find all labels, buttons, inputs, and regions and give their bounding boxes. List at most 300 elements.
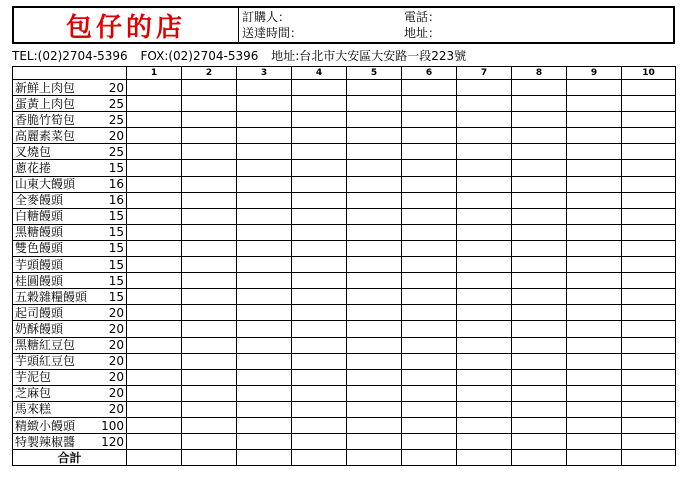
quantity-cell[interactable] <box>457 289 512 305</box>
table-row <box>13 192 676 208</box>
quantity-cell[interactable] <box>457 369 512 385</box>
quantity-cell[interactable] <box>182 112 237 128</box>
quantity-cell[interactable] <box>237 224 292 240</box>
quantity-cell[interactable] <box>402 434 457 450</box>
quantity-cell[interactable] <box>567 305 622 321</box>
total-cell[interactable] <box>512 450 567 466</box>
quantity-cell[interactable] <box>402 305 457 321</box>
quantity-cell[interactable] <box>402 353 457 369</box>
quantity-cell[interactable] <box>512 273 567 289</box>
quantity-cell[interactable] <box>292 257 347 273</box>
quantity-cell[interactable] <box>292 417 347 433</box>
quantity-cell[interactable] <box>347 176 402 192</box>
quantity-cell[interactable] <box>127 369 182 385</box>
quantity-cell[interactable] <box>292 385 347 401</box>
item-name: 奶酥饅頭 <box>15 321 64 336</box>
quantity-cell[interactable] <box>347 369 402 385</box>
quantity-cell[interactable] <box>182 96 237 112</box>
quantity-cell[interactable] <box>512 240 567 256</box>
quantity-cell[interactable] <box>567 289 622 305</box>
quantity-cell[interactable] <box>127 257 182 273</box>
quantity-cell[interactable] <box>567 321 622 337</box>
quantity-cell[interactable] <box>402 192 457 208</box>
quantity-cell[interactable] <box>622 321 676 337</box>
quantity-cell[interactable] <box>402 160 457 176</box>
quantity-cell[interactable] <box>622 96 676 112</box>
item-price: 15 <box>108 257 124 272</box>
quantity-cell[interactable] <box>347 434 402 450</box>
quantity-cell[interactable] <box>567 144 622 160</box>
quantity-cell[interactable] <box>457 128 512 144</box>
quantity-cell[interactable] <box>237 337 292 353</box>
item-cell <box>13 353 127 369</box>
table-row <box>13 337 676 353</box>
quantity-cell[interactable] <box>292 192 347 208</box>
shop-name-title: 包仔的店 <box>65 12 186 43</box>
quantity-cell[interactable] <box>237 401 292 417</box>
total-cell[interactable] <box>182 450 237 466</box>
quantity-cell[interactable] <box>567 369 622 385</box>
quantity-cell[interactable] <box>567 417 622 433</box>
table-row <box>13 369 676 385</box>
quantity-cell[interactable] <box>182 417 237 433</box>
table-row <box>13 257 676 273</box>
quantity-cell[interactable] <box>402 176 457 192</box>
quantity-cell[interactable] <box>402 208 457 224</box>
total-cell[interactable] <box>237 450 292 466</box>
quantity-cell[interactable] <box>567 385 622 401</box>
quantity-cell[interactable] <box>292 240 347 256</box>
quantity-cell[interactable] <box>347 305 402 321</box>
item-cell <box>13 369 127 385</box>
quantity-cell[interactable] <box>182 192 237 208</box>
quantity-cell[interactable] <box>622 176 676 192</box>
quantity-cell[interactable] <box>512 80 567 96</box>
item-cell <box>13 321 127 337</box>
item-cell-content <box>13 419 126 433</box>
quantity-cell[interactable] <box>292 80 347 96</box>
quantity-cell[interactable] <box>402 273 457 289</box>
item-name: 芋頭饅頭 <box>15 257 64 272</box>
quantity-cell[interactable] <box>567 240 622 256</box>
item-cell-content <box>13 81 126 95</box>
item-cell-content <box>13 386 126 400</box>
total-cell[interactable] <box>347 450 402 466</box>
quantity-cell[interactable] <box>182 353 237 369</box>
quantity-cell[interactable] <box>347 192 402 208</box>
quantity-cell[interactable] <box>402 369 457 385</box>
item-price: 20 <box>108 370 124 385</box>
quantity-cell[interactable] <box>292 401 347 417</box>
quantity-cell[interactable] <box>292 176 347 192</box>
quantity-cell[interactable] <box>347 144 402 160</box>
item-cell <box>13 144 127 160</box>
quantity-cell[interactable] <box>292 160 347 176</box>
quantity-cell[interactable] <box>567 128 622 144</box>
quantity-cell[interactable] <box>127 112 182 128</box>
total-cell[interactable] <box>567 450 622 466</box>
quantity-cell[interactable] <box>182 434 237 450</box>
quantity-cell[interactable] <box>567 160 622 176</box>
quantity-cell[interactable] <box>237 369 292 385</box>
day-column-header: 5 <box>347 67 402 80</box>
quantity-cell[interactable] <box>512 305 567 321</box>
quantity-cell[interactable] <box>347 240 402 256</box>
quantity-cell[interactable] <box>182 369 237 385</box>
quantity-cell[interactable] <box>347 385 402 401</box>
quantity-cell[interactable] <box>347 321 402 337</box>
item-cell-content <box>13 161 126 175</box>
quantity-cell[interactable] <box>622 273 676 289</box>
quantity-cell[interactable] <box>622 353 676 369</box>
quantity-cell[interactable] <box>347 337 402 353</box>
quantity-cell[interactable] <box>237 257 292 273</box>
item-name: 桂圓饅頭 <box>15 273 64 288</box>
quantity-cell[interactable] <box>567 337 622 353</box>
quantity-cell[interactable] <box>292 305 347 321</box>
total-cell[interactable] <box>457 450 512 466</box>
quantity-cell[interactable] <box>457 273 512 289</box>
quantity-cell[interactable] <box>182 289 237 305</box>
quantity-cell[interactable] <box>622 224 676 240</box>
quantity-cell[interactable] <box>512 401 567 417</box>
item-cell <box>13 401 127 417</box>
quantity-cell[interactable] <box>237 80 292 96</box>
quantity-cell[interactable] <box>237 128 292 144</box>
quantity-cell[interactable] <box>512 144 567 160</box>
quantity-cell[interactable] <box>237 208 292 224</box>
item-price: 20 <box>108 386 124 401</box>
quantity-cell[interactable] <box>457 192 512 208</box>
quantity-cell[interactable] <box>237 385 292 401</box>
item-cell-content <box>13 435 126 449</box>
item-price: 25 <box>108 144 124 159</box>
total-cell[interactable] <box>292 450 347 466</box>
quantity-cell[interactable] <box>237 144 292 160</box>
quantity-cell[interactable] <box>237 112 292 128</box>
quantity-cell[interactable] <box>182 385 237 401</box>
quantity-cell[interactable] <box>347 112 402 128</box>
quantity-cell[interactable] <box>402 80 457 96</box>
quantity-cell[interactable] <box>237 417 292 433</box>
quantity-cell[interactable] <box>182 80 237 96</box>
quantity-cell[interactable] <box>127 224 182 240</box>
quantity-cell[interactable] <box>292 337 347 353</box>
quantity-cell[interactable] <box>182 257 237 273</box>
quantity-cell[interactable] <box>347 289 402 305</box>
table-row <box>13 401 676 417</box>
quantity-cell[interactable] <box>512 160 567 176</box>
quantity-cell[interactable] <box>402 289 457 305</box>
quantity-cell[interactable] <box>127 80 182 96</box>
quantity-cell[interactable] <box>127 144 182 160</box>
quantity-cell[interactable] <box>512 192 567 208</box>
quantity-cell[interactable] <box>182 208 237 224</box>
quantity-cell[interactable] <box>402 257 457 273</box>
quantity-cell[interactable] <box>182 144 237 160</box>
quantity-cell[interactable] <box>512 353 567 369</box>
quantity-cell[interactable] <box>347 353 402 369</box>
quantity-cell[interactable] <box>567 401 622 417</box>
quantity-cell[interactable] <box>182 337 237 353</box>
quantity-cell[interactable] <box>567 176 622 192</box>
quantity-cell[interactable] <box>292 224 347 240</box>
item-cell-content <box>13 370 126 384</box>
quantity-cell[interactable] <box>127 353 182 369</box>
quantity-cell[interactable] <box>292 112 347 128</box>
quantity-cell[interactable] <box>457 353 512 369</box>
quantity-cell[interactable] <box>622 305 676 321</box>
quantity-cell[interactable] <box>292 144 347 160</box>
quantity-cell[interactable] <box>292 208 347 224</box>
item-cell-content <box>13 306 126 320</box>
quantity-cell[interactable] <box>567 257 622 273</box>
total-row <box>13 450 676 466</box>
quantity-cell[interactable] <box>347 160 402 176</box>
quantity-cell[interactable] <box>567 434 622 450</box>
quantity-cell[interactable] <box>402 337 457 353</box>
quantity-cell[interactable] <box>512 417 567 433</box>
quantity-cell[interactable] <box>402 401 457 417</box>
quantity-cell[interactable] <box>512 224 567 240</box>
item-cell-content <box>13 113 126 127</box>
header-divider <box>238 8 239 42</box>
quantity-cell[interactable] <box>622 128 676 144</box>
quantity-cell[interactable] <box>182 128 237 144</box>
item-name: 黑糖紅豆包 <box>15 338 76 353</box>
total-cell[interactable] <box>127 450 182 466</box>
quantity-cell[interactable] <box>237 192 292 208</box>
quantity-cell[interactable] <box>127 240 182 256</box>
quantity-cell[interactable] <box>237 273 292 289</box>
quantity-cell[interactable] <box>512 128 567 144</box>
quantity-cell[interactable] <box>127 385 182 401</box>
item-price: 16 <box>108 177 124 192</box>
quantity-cell[interactable] <box>347 96 402 112</box>
quantity-cell[interactable] <box>127 96 182 112</box>
day-column-header: 2 <box>182 67 237 80</box>
quantity-cell[interactable] <box>127 273 182 289</box>
day-column-header: 1 <box>127 67 182 80</box>
quantity-cell[interactable] <box>237 176 292 192</box>
quantity-cell[interactable] <box>457 160 512 176</box>
quantity-cell[interactable] <box>457 434 512 450</box>
quantity-cell[interactable] <box>622 289 676 305</box>
quantity-cell[interactable] <box>182 224 237 240</box>
quantity-cell[interactable] <box>237 434 292 450</box>
quantity-cell[interactable] <box>457 176 512 192</box>
quantity-cell[interactable] <box>457 257 512 273</box>
item-cell <box>13 385 127 401</box>
quantity-cell[interactable] <box>347 273 402 289</box>
quantity-cell[interactable] <box>567 208 622 224</box>
quantity-cell[interactable] <box>237 305 292 321</box>
quantity-cell[interactable] <box>127 417 182 433</box>
item-cell-content <box>13 241 126 255</box>
quantity-cell[interactable] <box>567 96 622 112</box>
quantity-cell[interactable] <box>622 434 676 450</box>
quantity-cell[interactable] <box>127 289 182 305</box>
quantity-cell[interactable] <box>512 289 567 305</box>
quantity-cell[interactable] <box>347 128 402 144</box>
quantity-cell[interactable] <box>512 112 567 128</box>
quantity-cell[interactable] <box>567 224 622 240</box>
quantity-cell[interactable] <box>127 401 182 417</box>
quantity-cell[interactable] <box>457 305 512 321</box>
quantity-cell[interactable] <box>457 80 512 96</box>
quantity-cell[interactable] <box>182 401 237 417</box>
quantity-cell[interactable] <box>292 321 347 337</box>
quantity-cell[interactable] <box>457 337 512 353</box>
quantity-cell[interactable] <box>182 305 237 321</box>
quantity-cell[interactable] <box>292 434 347 450</box>
day-column-header: 7 <box>457 67 512 80</box>
quantity-cell[interactable] <box>127 434 182 450</box>
quantity-cell[interactable] <box>457 224 512 240</box>
quantity-cell[interactable] <box>512 385 567 401</box>
quantity-cell[interactable] <box>182 321 237 337</box>
quantity-cell[interactable] <box>622 208 676 224</box>
total-cell[interactable] <box>622 450 676 466</box>
quantity-cell[interactable] <box>402 321 457 337</box>
quantity-cell[interactable] <box>512 96 567 112</box>
table-header-row <box>13 67 676 80</box>
item-price: 20 <box>108 354 124 369</box>
quantity-cell[interactable] <box>127 176 182 192</box>
quantity-cell[interactable] <box>402 417 457 433</box>
item-header-cell <box>13 67 127 80</box>
quantity-cell[interactable] <box>622 401 676 417</box>
quantity-cell[interactable] <box>512 208 567 224</box>
item-cell-content <box>13 225 126 239</box>
quantity-cell[interactable] <box>512 369 567 385</box>
item-name: 起司饅頭 <box>15 305 64 320</box>
item-cell <box>13 80 127 96</box>
quantity-cell[interactable] <box>237 160 292 176</box>
quantity-cell[interactable] <box>567 273 622 289</box>
quantity-cell[interactable] <box>127 128 182 144</box>
quantity-cell[interactable] <box>402 96 457 112</box>
quantity-cell[interactable] <box>512 257 567 273</box>
quantity-cell[interactable] <box>347 80 402 96</box>
total-cell[interactable] <box>402 450 457 466</box>
item-name: 芝麻包 <box>15 386 52 401</box>
quantity-cell[interactable] <box>127 192 182 208</box>
quantity-cell[interactable] <box>622 257 676 273</box>
quantity-cell[interactable] <box>402 385 457 401</box>
quantity-cell[interactable] <box>457 240 512 256</box>
quantity-cell[interactable] <box>347 257 402 273</box>
quantity-cell[interactable] <box>512 176 567 192</box>
quantity-cell[interactable] <box>292 96 347 112</box>
quantity-cell[interactable] <box>182 273 237 289</box>
quantity-cell[interactable] <box>402 240 457 256</box>
quantity-cell[interactable] <box>622 160 676 176</box>
item-name: 蛋黃上肉包 <box>15 96 76 111</box>
quantity-cell[interactable] <box>622 112 676 128</box>
contact-line <box>12 49 475 63</box>
order-table <box>12 66 676 466</box>
quantity-cell[interactable] <box>182 176 237 192</box>
quantity-cell[interactable] <box>402 112 457 128</box>
quantity-cell[interactable] <box>182 240 237 256</box>
quantity-cell[interactable] <box>567 112 622 128</box>
quantity-cell[interactable] <box>622 80 676 96</box>
quantity-cell[interactable] <box>567 80 622 96</box>
quantity-cell[interactable] <box>512 337 567 353</box>
quantity-cell[interactable] <box>622 417 676 433</box>
quantity-cell[interactable] <box>292 353 347 369</box>
tel-text: TEL:(02)2704-5396 <box>12 49 128 63</box>
quantity-cell[interactable] <box>457 112 512 128</box>
quantity-cell[interactable] <box>127 321 182 337</box>
quantity-cell[interactable] <box>292 273 347 289</box>
quantity-cell[interactable] <box>402 128 457 144</box>
quantity-cell[interactable] <box>402 224 457 240</box>
quantity-cell[interactable] <box>622 240 676 256</box>
quantity-cell[interactable] <box>347 224 402 240</box>
phone-label: 電話： <box>404 10 441 24</box>
quantity-cell[interactable] <box>347 401 402 417</box>
quantity-cell[interactable] <box>457 208 512 224</box>
quantity-cell[interactable] <box>127 160 182 176</box>
quantity-cell[interactable] <box>182 160 237 176</box>
quantity-cell[interactable] <box>237 321 292 337</box>
quantity-cell[interactable] <box>512 434 567 450</box>
quantity-cell[interactable] <box>622 369 676 385</box>
quantity-cell[interactable] <box>457 385 512 401</box>
quantity-cell[interactable] <box>237 240 292 256</box>
quantity-cell[interactable] <box>347 417 402 433</box>
quantity-cell[interactable] <box>127 208 182 224</box>
quantity-cell[interactable] <box>622 192 676 208</box>
quantity-cell[interactable] <box>457 401 512 417</box>
quantity-cell[interactable] <box>127 305 182 321</box>
quantity-cell[interactable] <box>622 144 676 160</box>
table-row <box>13 305 676 321</box>
day-column-header: 3 <box>237 67 292 80</box>
quantity-cell[interactable] <box>567 192 622 208</box>
item-cell <box>13 112 127 128</box>
table-row <box>13 96 676 112</box>
quantity-cell[interactable] <box>237 96 292 112</box>
item-price: 15 <box>108 241 124 256</box>
item-cell <box>13 160 127 176</box>
quantity-cell[interactable] <box>512 321 567 337</box>
quantity-cell[interactable] <box>347 208 402 224</box>
table-row <box>13 434 676 450</box>
item-price: 15 <box>108 161 124 176</box>
quantity-cell[interactable] <box>457 321 512 337</box>
quantity-cell[interactable] <box>127 337 182 353</box>
quantity-cell[interactable] <box>237 353 292 369</box>
table-row <box>13 224 676 240</box>
quantity-cell[interactable] <box>457 417 512 433</box>
day-column-header: 4 <box>292 67 347 80</box>
quantity-cell[interactable] <box>292 289 347 305</box>
quantity-cell[interactable] <box>292 128 347 144</box>
quantity-cell[interactable] <box>622 385 676 401</box>
item-cell <box>13 224 127 240</box>
item-name: 雙色饅頭 <box>15 241 64 256</box>
quantity-cell[interactable] <box>402 144 457 160</box>
quantity-cell[interactable] <box>622 337 676 353</box>
quantity-cell[interactable] <box>567 353 622 369</box>
quantity-cell[interactable] <box>457 96 512 112</box>
quantity-cell[interactable] <box>237 289 292 305</box>
quantity-cell[interactable] <box>292 369 347 385</box>
quantity-cell[interactable] <box>457 144 512 160</box>
